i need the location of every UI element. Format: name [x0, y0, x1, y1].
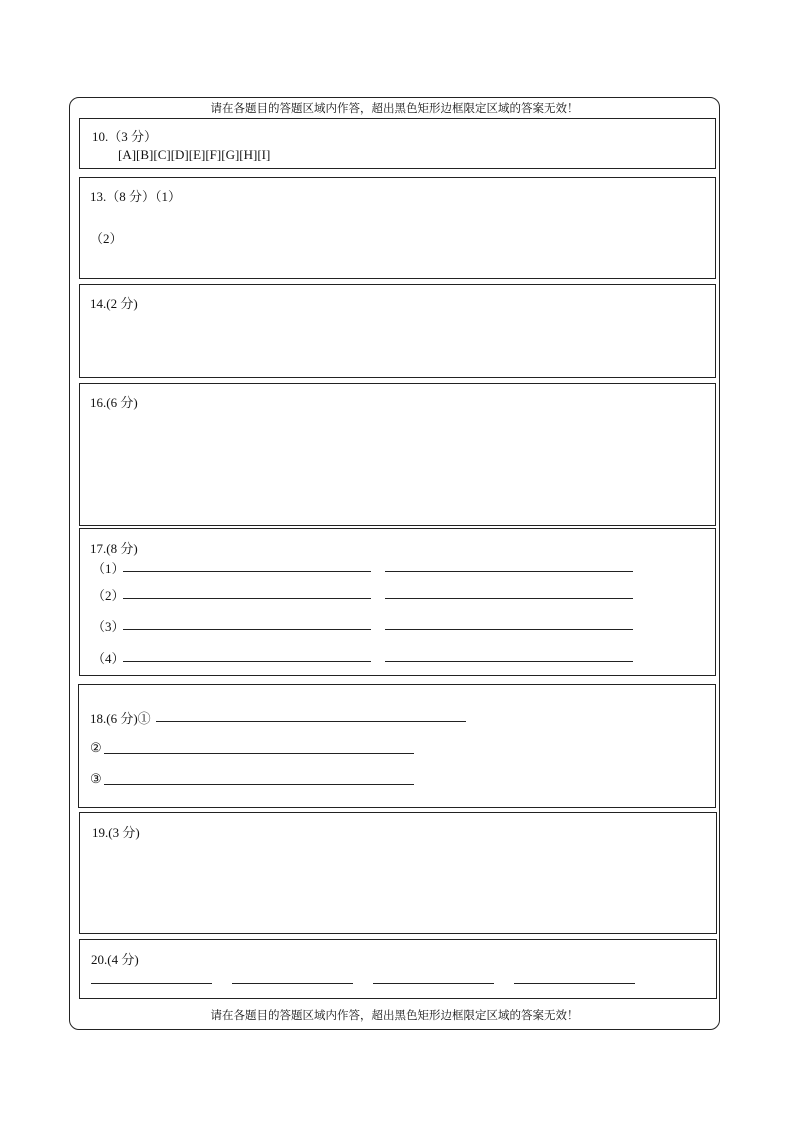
question-14-box[interactable] [79, 284, 716, 378]
top-notice: 请在各题目的答题区域内作答，超出黑色矩形边框限定区域的答案无效！ [210, 101, 579, 115]
question-17-box[interactable] [79, 528, 716, 676]
question-19-box[interactable] [79, 812, 717, 934]
question-16-box[interactable] [79, 383, 716, 526]
question-17-answer-line-3a[interactable] [123, 629, 371, 630]
question-18-answer-line-2[interactable] [104, 753, 414, 754]
question-17-part-1: （1） [92, 561, 125, 576]
bottom-notice: 请在各题目的答题区域内作答，超出黑色矩形边框限定区域的答案无效！ [210, 1008, 579, 1022]
question-18-answer-line-3[interactable] [104, 784, 414, 785]
question-18-part-2: ② [90, 740, 102, 755]
question-19-label: 19.(3 分) [92, 825, 140, 840]
question-16-label: 16.(6 分) [90, 395, 138, 410]
question-10-box[interactable] [79, 118, 716, 169]
question-17-answer-line-2b[interactable] [385, 598, 633, 599]
question-20-answer-line-3[interactable] [373, 983, 494, 984]
question-14-label: 14.(2 分) [90, 296, 138, 311]
question-17-label: 17.(8 分) [90, 541, 138, 556]
question-18-label: 18.(6 分)① [90, 711, 151, 726]
question-17-answer-line-4b[interactable] [385, 661, 633, 662]
question-17-answer-line-1a[interactable] [123, 571, 371, 572]
question-17-part-2: （2） [92, 588, 125, 603]
question-20-box[interactable] [79, 939, 717, 999]
question-17-part-4: （4） [92, 651, 125, 666]
answer-sheet-frame [69, 97, 720, 1030]
question-18-box[interactable] [78, 684, 716, 808]
question-18-part-3: ③ [90, 771, 102, 786]
question-17-answer-line-3b[interactable] [385, 629, 633, 630]
question-20-answer-line-1[interactable] [91, 983, 212, 984]
question-17-part-3: （3） [92, 619, 125, 634]
question-20-label: 20.(4 分) [91, 952, 139, 967]
question-10-label: 10.（3 分） [92, 129, 158, 144]
question-13-label: 13.（8 分）（1） [90, 189, 182, 204]
question-18-answer-line-1[interactable] [156, 721, 466, 722]
question-20-answer-line-4[interactable] [514, 983, 635, 984]
question-20-answer-line-2[interactable] [232, 983, 353, 984]
question-17-answer-line-4a[interactable] [123, 661, 371, 662]
question-17-answer-line-2a[interactable] [123, 598, 371, 599]
question-13-part-2: （2） [90, 231, 123, 246]
question-17-answer-line-1b[interactable] [385, 571, 633, 572]
question-10-options[interactable]: [A][B][C][D][E][F][G][H][I] [118, 147, 271, 162]
question-13-box[interactable] [79, 177, 716, 279]
